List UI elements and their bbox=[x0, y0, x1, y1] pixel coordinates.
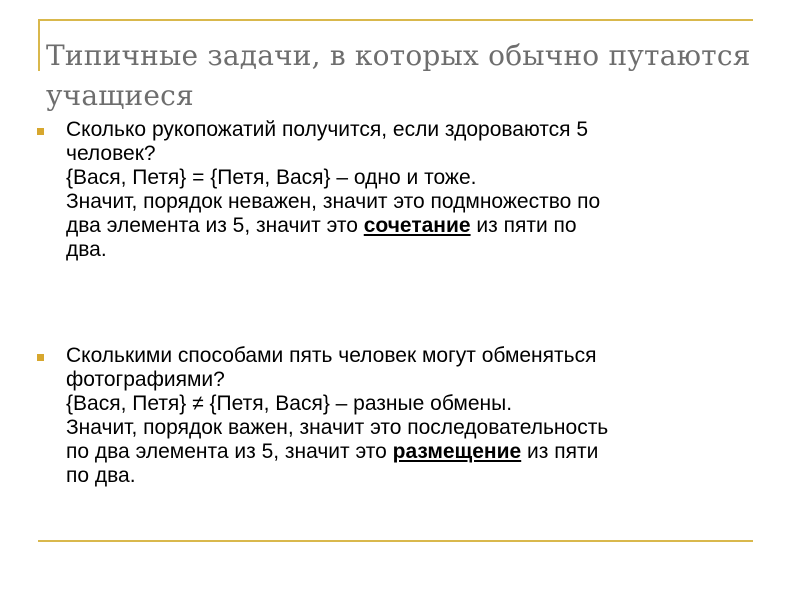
term-suffix: из пяти по bbox=[470, 214, 577, 237]
bullet-item-photos bbox=[30, 344, 770, 488]
frame-left-line bbox=[38, 19, 40, 71]
bullet-line: Сколько рукопожатий получится, если здороваются 5 bbox=[66, 118, 589, 141]
bullet-line: два. bbox=[66, 238, 107, 261]
bullet-line-with-term bbox=[66, 440, 770, 464]
slide-content bbox=[30, 118, 770, 488]
bullet-item-handshakes bbox=[30, 118, 770, 262]
frame-top-line bbox=[38, 19, 753, 21]
bullet-line: Значит, порядок важен, значит это последовательность bbox=[66, 416, 609, 439]
term-suffix: из пяти bbox=[521, 440, 599, 463]
frame-bottom-line bbox=[38, 540, 753, 542]
slide-title: Типичные задачи, в которых обычно путаются учащиеся bbox=[46, 39, 751, 112]
term-prefix: по два элемента из 5, значит это bbox=[66, 440, 393, 463]
bullet-line: {Вася, Петя} = {Петя, Вася} – одно и тоже. bbox=[66, 166, 477, 189]
bullet-line-with-term bbox=[66, 214, 770, 238]
square-bullet-icon bbox=[37, 128, 44, 135]
bullet-line: фотографиями? bbox=[66, 368, 225, 391]
term-combination: сочетание bbox=[363, 214, 471, 237]
bullet-line: Сколькими способами пять человек могут обменяться bbox=[66, 344, 597, 367]
square-bullet-icon bbox=[37, 354, 44, 361]
bullet-line: человек? bbox=[66, 142, 156, 165]
bullet-line: по два. bbox=[66, 464, 136, 487]
term-arrangement: размещение bbox=[392, 440, 522, 463]
term-prefix: два элемента из 5, значит это bbox=[66, 214, 364, 237]
bullet-line: {Вася, Петя} ≠ {Петя, Вася} – разные обмены. bbox=[66, 392, 513, 415]
bullet-line: Значит, порядок неважен, значит это подмножество по bbox=[66, 190, 601, 213]
